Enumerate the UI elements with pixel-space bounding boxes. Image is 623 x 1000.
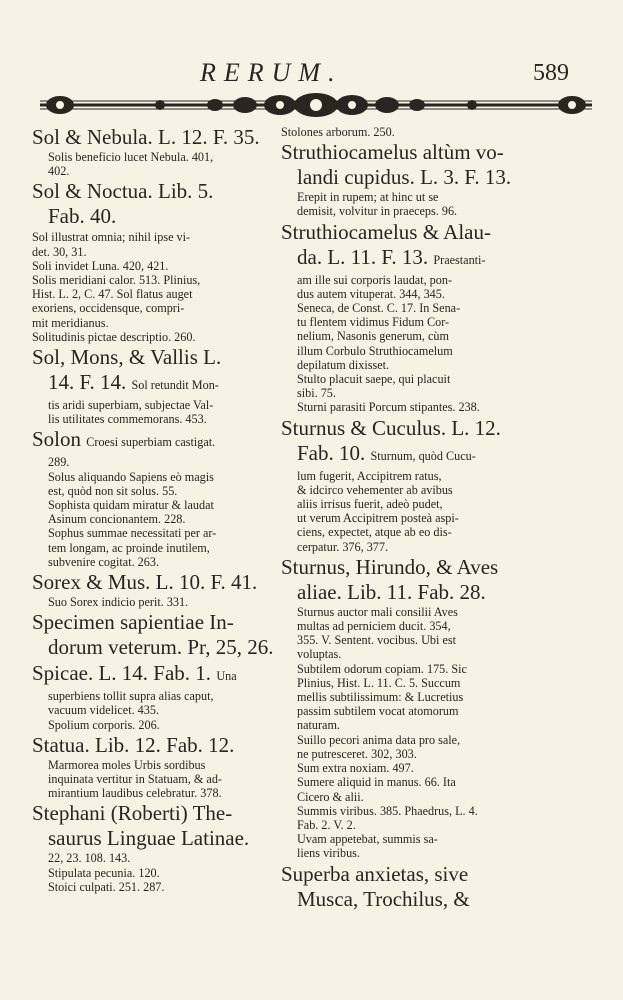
entry-line: Asinum concionantem. 228.: [48, 512, 186, 527]
entry-line: tem longam, ac proinde inutilem,: [48, 540, 210, 555]
page-header: [0, 52, 623, 92]
entry-line: am ille sui corporis laudat, pon-: [297, 272, 453, 287]
entry-heading: [32, 635, 275, 660]
heading-text: Struthiocamelus & Alau-: [281, 219, 491, 244]
entry-line: Sophista quidam miratur & laudat: [48, 498, 214, 513]
index-entry: [281, 125, 581, 139]
entry-line: mellis subtilissimum: & Lucretius: [297, 690, 464, 705]
heading-text: Fab. 40.: [48, 204, 117, 229]
entry-line: Seneca, de Const. C. 17. In Sena-: [297, 301, 461, 316]
entry-line: voluptas.: [297, 647, 342, 662]
entry-line: det. 30, 31.: [32, 244, 87, 259]
entry-line: dus autem vituperat. 344, 345.: [297, 286, 445, 301]
entry-heading: [32, 801, 275, 826]
heading-text: Specimen sapientiae In-: [32, 610, 234, 635]
entry-line: Cicero & alii.: [297, 789, 364, 804]
entry-line: exoriens, occidensque, compri-: [32, 301, 185, 316]
entry-line: Solitudinis pictae descriptio. 260.: [32, 329, 196, 344]
entry-line: Solis meridiani calor. 513. Plinius,: [32, 273, 201, 288]
entry-heading: [32, 125, 275, 150]
entry-heading: [281, 245, 581, 273]
heading-text: landi cupidus. L. 3. F. 13.: [297, 165, 512, 190]
heading-text: Superba anxietas, sive: [281, 861, 469, 886]
entry-line: mirantium laudibus celebratur. 378.: [48, 786, 222, 801]
entry-heading: [281, 140, 581, 165]
entry-line: demisit, volvitur in praeceps. 96.: [297, 204, 458, 219]
heading-text: da. L. 11. F. 13.: [297, 244, 429, 269]
entry-line: Stipulata pecunia. 120.: [48, 865, 160, 880]
entry-line: Spolium corporis. 206.: [48, 717, 160, 732]
page-number: 589: [533, 60, 569, 86]
heading-text: Statua. Lib. 12. Fab. 12.: [32, 732, 235, 757]
index-entry: [32, 733, 275, 801]
heading-text: Stephani (Roberti) The-: [32, 801, 233, 826]
entry-line: aliis irrisus fuerit, adeò pudet,: [297, 497, 443, 512]
entry-line: Suillo pecori anima data pro sale,: [297, 732, 461, 747]
entry-line: inquinata vertitur in Statuam, & ad-: [48, 772, 222, 787]
entry-heading: [281, 165, 581, 190]
entry-heading: [32, 204, 275, 229]
entry-heading: [32, 179, 275, 204]
index-entry: [32, 427, 275, 569]
index-entry: [32, 179, 275, 229]
decorative-ornament-icon: [40, 90, 592, 120]
entry-line: Suo Sorex indicio perit. 331.: [48, 595, 189, 610]
entry-line: & idcirco vehementer ab avibus: [297, 482, 453, 497]
entry-heading: [32, 370, 275, 398]
heading-text: Musca, Trochilus, &: [297, 886, 470, 911]
index-entry: [32, 570, 275, 609]
entry-line: Solis beneficio lucet Nebula. 401,: [48, 150, 214, 164]
entry-heading: [32, 826, 275, 851]
index-entry: [32, 801, 275, 894]
index-entry: [32, 661, 275, 732]
entry-line: ut verum Accipitrem posteà aspi-: [297, 511, 459, 526]
entry-line: Sturnus auctor mali consilii Aves: [297, 604, 458, 619]
heading-tail-text: Sturnum, quòd Cucu-: [370, 448, 476, 463]
entry-line: Soli invidet Luna. 420, 421.: [32, 258, 169, 273]
entry-line: mit meridianus.: [32, 315, 109, 330]
entry-line: lis utilitates commemorans. 453.: [48, 412, 207, 427]
entry-heading: [281, 580, 581, 605]
entry-heading: [32, 570, 275, 595]
entry-line: 289.: [48, 455, 70, 470]
entry-line: Sol illustrat omnia; nihil ipse vi-: [32, 230, 191, 245]
entry-line: Subtilem odorum copiam. 175. Sic: [297, 661, 467, 676]
entry-line: Sum extra noxiam. 497.: [297, 761, 414, 776]
entry-line: depilatum dixisset.: [297, 357, 390, 372]
index-entry: [32, 345, 275, 426]
heading-text: Sol, Mons, & Vallis L.: [32, 345, 222, 370]
heading-tail-text: Una: [216, 669, 237, 684]
heading-text: aliae. Lib. 11. Fab. 28.: [297, 579, 486, 604]
entry-heading: [281, 416, 581, 441]
entry-line: naturam.: [297, 718, 340, 733]
entry-line: sibi. 75.: [297, 386, 336, 401]
entry-heading: [281, 887, 581, 912]
heading-text: Spicae. L. 14. Fab. 1.: [32, 661, 212, 686]
left-column: [32, 125, 275, 895]
index-entry: [32, 610, 275, 660]
index-entry: [32, 125, 275, 178]
index-entry: [281, 416, 581, 554]
heading-text: Sorex & Mus. L. 10. F. 41.: [32, 570, 258, 595]
heading-text: Sol & Noctua. Lib. 5.: [32, 179, 214, 204]
entry-line: liens viribus.: [297, 846, 360, 861]
entry-line: Marmorea moles Urbis sordibus: [48, 757, 206, 772]
entry-line: Stulto placuit saepe, qui placuit: [297, 372, 451, 387]
heading-text: Sol & Nebula. L. 12. F. 35.: [32, 125, 260, 149]
entry-line: Uvam appetebat, summis sa-: [297, 832, 438, 847]
heading-tail-text: Praestanti-: [433, 252, 486, 267]
entry-line: illum Corbulo Struthiocamelum: [297, 343, 453, 358]
entry-line: Fab. 2. V. 2.: [297, 817, 356, 832]
index-entry: [281, 862, 581, 912]
entry-line: 402.: [48, 164, 70, 179]
heading-text: Sturnus & Cuculus. L. 12.: [281, 415, 501, 440]
entry-line: Stolones arborum. 250.: [281, 125, 395, 139]
entry-line: multas ad perniciem ducit. 354,: [297, 619, 451, 634]
entry-line: cerpatur. 376, 377.: [297, 539, 389, 554]
entry-line: ne putresceret. 302, 303.: [297, 746, 417, 761]
entry-heading: [32, 610, 275, 635]
index-entry: [281, 220, 581, 415]
entry-line: vacuum videlicet. 435.: [48, 703, 160, 718]
right-column: [281, 125, 581, 913]
entry-line: tu flentem vidimus Fidum Cor-: [297, 315, 450, 330]
entry-line: subvenire cogitat. 263.: [48, 554, 160, 569]
entry-line: Sturni parasiti Porcum stipantes. 238.: [297, 400, 480, 415]
entry-line: Hist. L. 2, C. 47. Sol flatus auget: [32, 287, 193, 302]
entry-line: Erepit in rupem; at hinc ut se: [297, 190, 439, 205]
running-head: RERUM.: [200, 58, 343, 87]
heading-text: dorum veterum. Pr, 25, 26.: [48, 635, 274, 660]
entry-line: lum fugerit, Accipitrem ratus,: [297, 468, 442, 483]
heading-text: saurus Linguae Latinae.: [48, 826, 250, 851]
entry-line: tis aridi superbiam, subjectae Val-: [48, 398, 214, 413]
entry-line: superbiens tollit supra alias caput,: [48, 689, 214, 704]
entry-line: nelium, Nasonis generum, cùm: [297, 329, 449, 344]
entry-line: 355. V. Sentent. vocibus. Ubi est: [297, 633, 457, 648]
entry-heading: [281, 220, 581, 245]
entry-heading: [281, 441, 581, 469]
entry-heading: [32, 733, 275, 758]
entry-line: Solus aliquando Sapiens eò magis: [48, 469, 214, 484]
entry-heading: [32, 345, 275, 370]
entry-heading: [32, 661, 275, 689]
index-entry: [281, 140, 581, 218]
entry-heading: [32, 427, 275, 455]
entry-line: passim subtilem vocat atomorum: [297, 704, 459, 719]
heading-text: Fab. 10.: [297, 440, 366, 465]
heading-text: Struthiocamelus altùm vo-: [281, 140, 504, 165]
entry-line: ciens, expectet, atque ab eo dis-: [297, 525, 452, 540]
entry-heading: [281, 555, 581, 580]
index-entry: [32, 230, 275, 344]
heading-text: Solon: [32, 427, 82, 452]
entry-line: Sumere aliquid in manus. 66. Ita: [297, 775, 456, 790]
entry-line: Summis viribus. 385. Phaedrus, L. 4.: [297, 803, 478, 818]
heading-text: Sturnus, Hirundo, & Aves: [281, 554, 499, 579]
heading-tail-text: Sol retundit Mon-: [131, 378, 219, 393]
entry-line: Sophus summae necessitati per ar-: [48, 526, 217, 541]
heading-text: 14. F. 14.: [48, 370, 127, 395]
heading-tail-text: Croesi superbiam castigat.: [86, 435, 216, 450]
entry-heading: [281, 862, 581, 887]
index-entry: [281, 555, 581, 861]
entry-line: est, quòd non sit solus. 55.: [48, 483, 178, 498]
entry-line: Stoici culpati. 251. 287.: [48, 879, 165, 894]
entry-line: 22, 23. 108. 143.: [48, 851, 131, 866]
entry-line: Plinius, Hist. L. 11. C. 5. Succum: [297, 675, 461, 690]
